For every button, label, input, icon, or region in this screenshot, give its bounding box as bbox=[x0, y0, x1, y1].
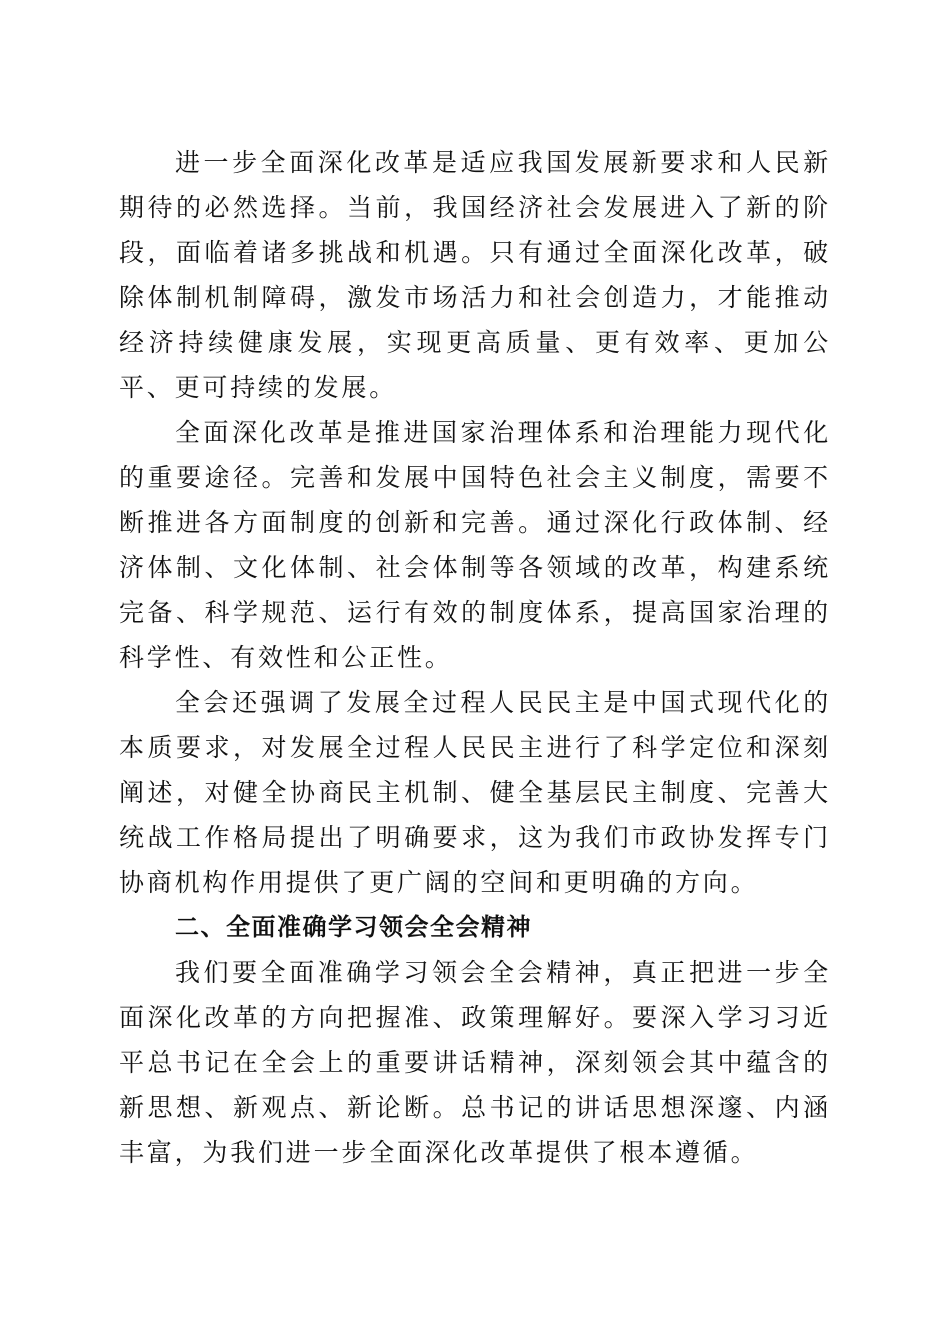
section-heading: 二、全面准确学习领会全会精神 bbox=[175, 913, 532, 941]
paragraph-whole-process-democracy: 全会还强调了发展全过程人民民主是中国式现代化的本质要求，对发展全过程人民民主进行了科学定位和深刻阐述，对健全协商民主机制、健全基层民主制度、完善大统战工作格局提出了明确要求，这为我们市政协发挥专门协商机构作用提供了更广阔的空间和更明确的方向。 bbox=[119, 688, 831, 897]
document-body bbox=[119, 140, 831, 1175]
paragraph-reform-necessity: 进一步全面深化改革是适应我国发展新要求和人民新期待的必然选择。当前，我国经济社会发展进入了新的阶段，面临着诸多挑战和机遇。只有通过全面深化改革，破除体制机制障碍，激发市场活力和社会创造力，才能推动经济持续健康发展，实现更高质量、更有效率、更加公平、更可持续的发展。 bbox=[119, 148, 831, 402]
paragraph-study-plenary-spirit: 我们要全面准确学习领会全会精神，真正把进一步全面深化改革的方向把握准、政策理解好。要深入学习习近平总书记在全会上的重要讲话精神，深刻领会其中蕴含的新思想、新观点、新论断。总书记的讲话思想深邃、内涵丰富，为我们进一步全面深化改革提供了根本遵循。 bbox=[119, 958, 831, 1167]
paragraph-governance-modernization: 全面深化改革是推进国家治理体系和治理能力现代化的重要途径。完善和发展中国特色社会主义制度，需要不断推进各方面制度的创新和完善。通过深化行政体制、经济体制、文化体制、社会体制等各领域的改革，构建系统完备、科学规范、运行有效的制度体系，提高国家治理的科学性、有效性和公正性。 bbox=[119, 418, 831, 672]
